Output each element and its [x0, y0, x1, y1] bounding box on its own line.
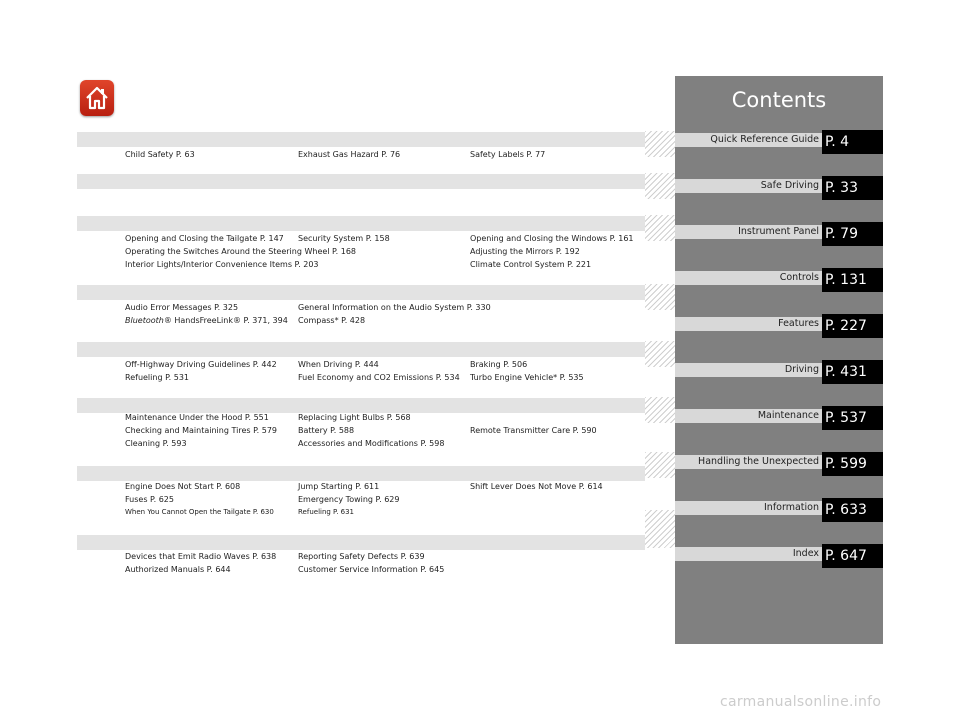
nav-page: P. 537: [822, 406, 883, 430]
nav-page: P. 131: [822, 268, 883, 292]
section-band-information: [77, 535, 645, 550]
band-stripes: [645, 215, 675, 241]
driving-links: [125, 358, 645, 384]
nav-page: P. 599: [822, 452, 883, 476]
link-steering-switches[interactable]: Operating the Switches Around the Steering Wheel P. 168: [125, 247, 356, 256]
nav-item-safe-driving[interactable]: [675, 176, 883, 200]
link-security-system[interactable]: Security System P. 158: [298, 234, 390, 243]
nav-label: Handling the Unexpected: [675, 455, 822, 469]
link-safety-defects[interactable]: Reporting Safety Defects P. 639: [298, 552, 425, 561]
home-icon: [84, 85, 110, 111]
link-braking[interactable]: Braking P. 506: [470, 360, 528, 369]
safe-driving-links: [125, 148, 645, 161]
link-refueling[interactable]: Refueling P. 531: [125, 373, 189, 382]
nav-label: Controls: [675, 271, 822, 285]
link-audio-error-messages[interactable]: Audio Error Messages P. 325: [125, 303, 239, 312]
link-fuel-economy[interactable]: Fuel Economy and CO2 Emissions P. 534: [298, 373, 460, 382]
link-light-bulbs[interactable]: Replacing Light Bulbs P. 568: [298, 413, 411, 422]
link-engine-not-start[interactable]: Engine Does Not Start P. 608: [125, 482, 241, 491]
link-battery[interactable]: Battery P. 588: [298, 426, 355, 435]
nav-page: P. 4: [822, 130, 883, 154]
link-shift-lever[interactable]: Shift Lever Does Not Move P. 614: [470, 482, 603, 491]
nav-page: P. 227: [822, 314, 883, 338]
link-mirrors[interactable]: Adjusting the Mirrors P. 192: [470, 247, 580, 256]
nav-label: Features: [675, 317, 822, 331]
link-turbo-engine[interactable]: Turbo Engine Vehicle* P. 535: [470, 373, 584, 382]
link-fuses[interactable]: Fuses P. 625: [125, 495, 174, 504]
section-band-instrument-panel: [77, 174, 645, 189]
link-child-safety[interactable]: Child Safety P. 63: [125, 150, 195, 159]
link-safety-labels[interactable]: Safety Labels P. 77: [470, 150, 546, 159]
nav-label: Maintenance: [675, 409, 822, 423]
link-exhaust-gas-hazard[interactable]: Exhaust Gas Hazard P. 76: [298, 150, 401, 159]
nav-label: Quick Reference Guide: [675, 133, 822, 147]
link-compass[interactable]: Compass* P. 428: [298, 316, 366, 325]
band-stripes: [645, 284, 675, 310]
nav-item-driving[interactable]: [675, 360, 883, 384]
nav-item-instrument-panel[interactable]: [675, 222, 883, 246]
sidebar-title: Contents: [731, 88, 827, 112]
link-tires[interactable]: Checking and Maintaining Tires P. 579: [125, 426, 278, 435]
home-button[interactable]: [80, 80, 114, 116]
band-stripes: [645, 452, 675, 478]
nav-label: Safe Driving: [675, 179, 822, 193]
link-climate-control[interactable]: Climate Control System P. 221: [470, 260, 592, 269]
nav-item-features[interactable]: [675, 314, 883, 338]
nav-label: Instrument Panel: [675, 225, 822, 239]
band-stripes: [645, 510, 675, 548]
nav-page: P. 431: [822, 360, 883, 384]
nav-page: P. 633: [822, 498, 883, 522]
link-authorized-manuals[interactable]: Authorized Manuals P. 644: [125, 565, 231, 574]
link-windows[interactable]: Opening and Closing the Windows P. 161: [470, 234, 634, 243]
band-stripes: [645, 173, 675, 199]
nav-item-maintenance[interactable]: [675, 406, 883, 430]
nav-item-controls[interactable]: [675, 268, 883, 292]
link-when-driving[interactable]: When Driving P. 444: [298, 360, 379, 369]
nav-label: Index: [675, 547, 822, 561]
information-links: [125, 550, 645, 576]
link-handsfreelink[interactable]: [125, 314, 298, 327]
link-accessories[interactable]: Accessories and Modifications P. 598: [298, 439, 445, 448]
band-stripes: [645, 341, 675, 367]
link-tailgate-cannot-open[interactable]: When You Cannot Open the Tailgate P. 630: [125, 508, 274, 516]
link-customer-service[interactable]: Customer Service Information P. 645: [298, 565, 445, 574]
features-links: [125, 301, 645, 327]
section-band-safe-driving: [77, 132, 645, 147]
section-band-driving: [77, 342, 645, 357]
link-emergency-towing[interactable]: Emergency Towing P. 629: [298, 495, 400, 504]
link-tailgate[interactable]: Opening and Closing the Tailgate P. 147: [125, 234, 284, 243]
link-audio-general-info[interactable]: General Information on the Audio System P. 330: [298, 303, 491, 312]
section-band-controls: [77, 216, 645, 231]
nav-page: P. 79: [822, 222, 883, 246]
nav-item-quick-reference-guide[interactable]: [675, 130, 883, 154]
controls-links: [125, 232, 645, 271]
watermark: carmanualsonline.info: [720, 694, 882, 710]
nav-label: Information: [675, 501, 822, 515]
unexpected-links: [125, 480, 645, 519]
link-cleaning[interactable]: Cleaning P. 593: [125, 439, 187, 448]
band-stripes: [645, 131, 675, 157]
link-refueling-unexpected[interactable]: Refueling P. 631: [298, 508, 354, 516]
band-stripes: [645, 397, 675, 423]
contents-sidebar: [675, 76, 883, 644]
link-radio-waves[interactable]: Devices that Emit Radio Waves P. 638: [125, 552, 277, 561]
link-interior-lights[interactable]: Interior Lights/Interior Convenience Items P. 203: [125, 260, 319, 269]
nav-item-information[interactable]: [675, 498, 883, 522]
section-band-features: [77, 285, 645, 300]
link-under-hood[interactable]: Maintenance Under the Hood P. 551: [125, 413, 269, 422]
nav-page: P. 33: [822, 176, 883, 200]
maintenance-links: [125, 411, 645, 450]
handsfreelink-text: ® HandsFreeLink® P. 371, 394: [163, 316, 288, 325]
nav-label: Driving: [675, 363, 822, 377]
nav-page: P. 647: [822, 544, 883, 568]
section-band-unexpected: [77, 466, 645, 481]
link-jump-starting[interactable]: Jump Starting P. 611: [298, 482, 380, 491]
nav-item-handling-the-unexpected[interactable]: [675, 452, 883, 476]
link-off-highway[interactable]: Off-Highway Driving Guidelines P. 442: [125, 360, 277, 369]
nav-item-index[interactable]: [675, 544, 883, 568]
bluetooth-text: Bluetooth: [125, 316, 164, 325]
link-remote-transmitter[interactable]: Remote Transmitter Care P. 590: [470, 426, 597, 435]
